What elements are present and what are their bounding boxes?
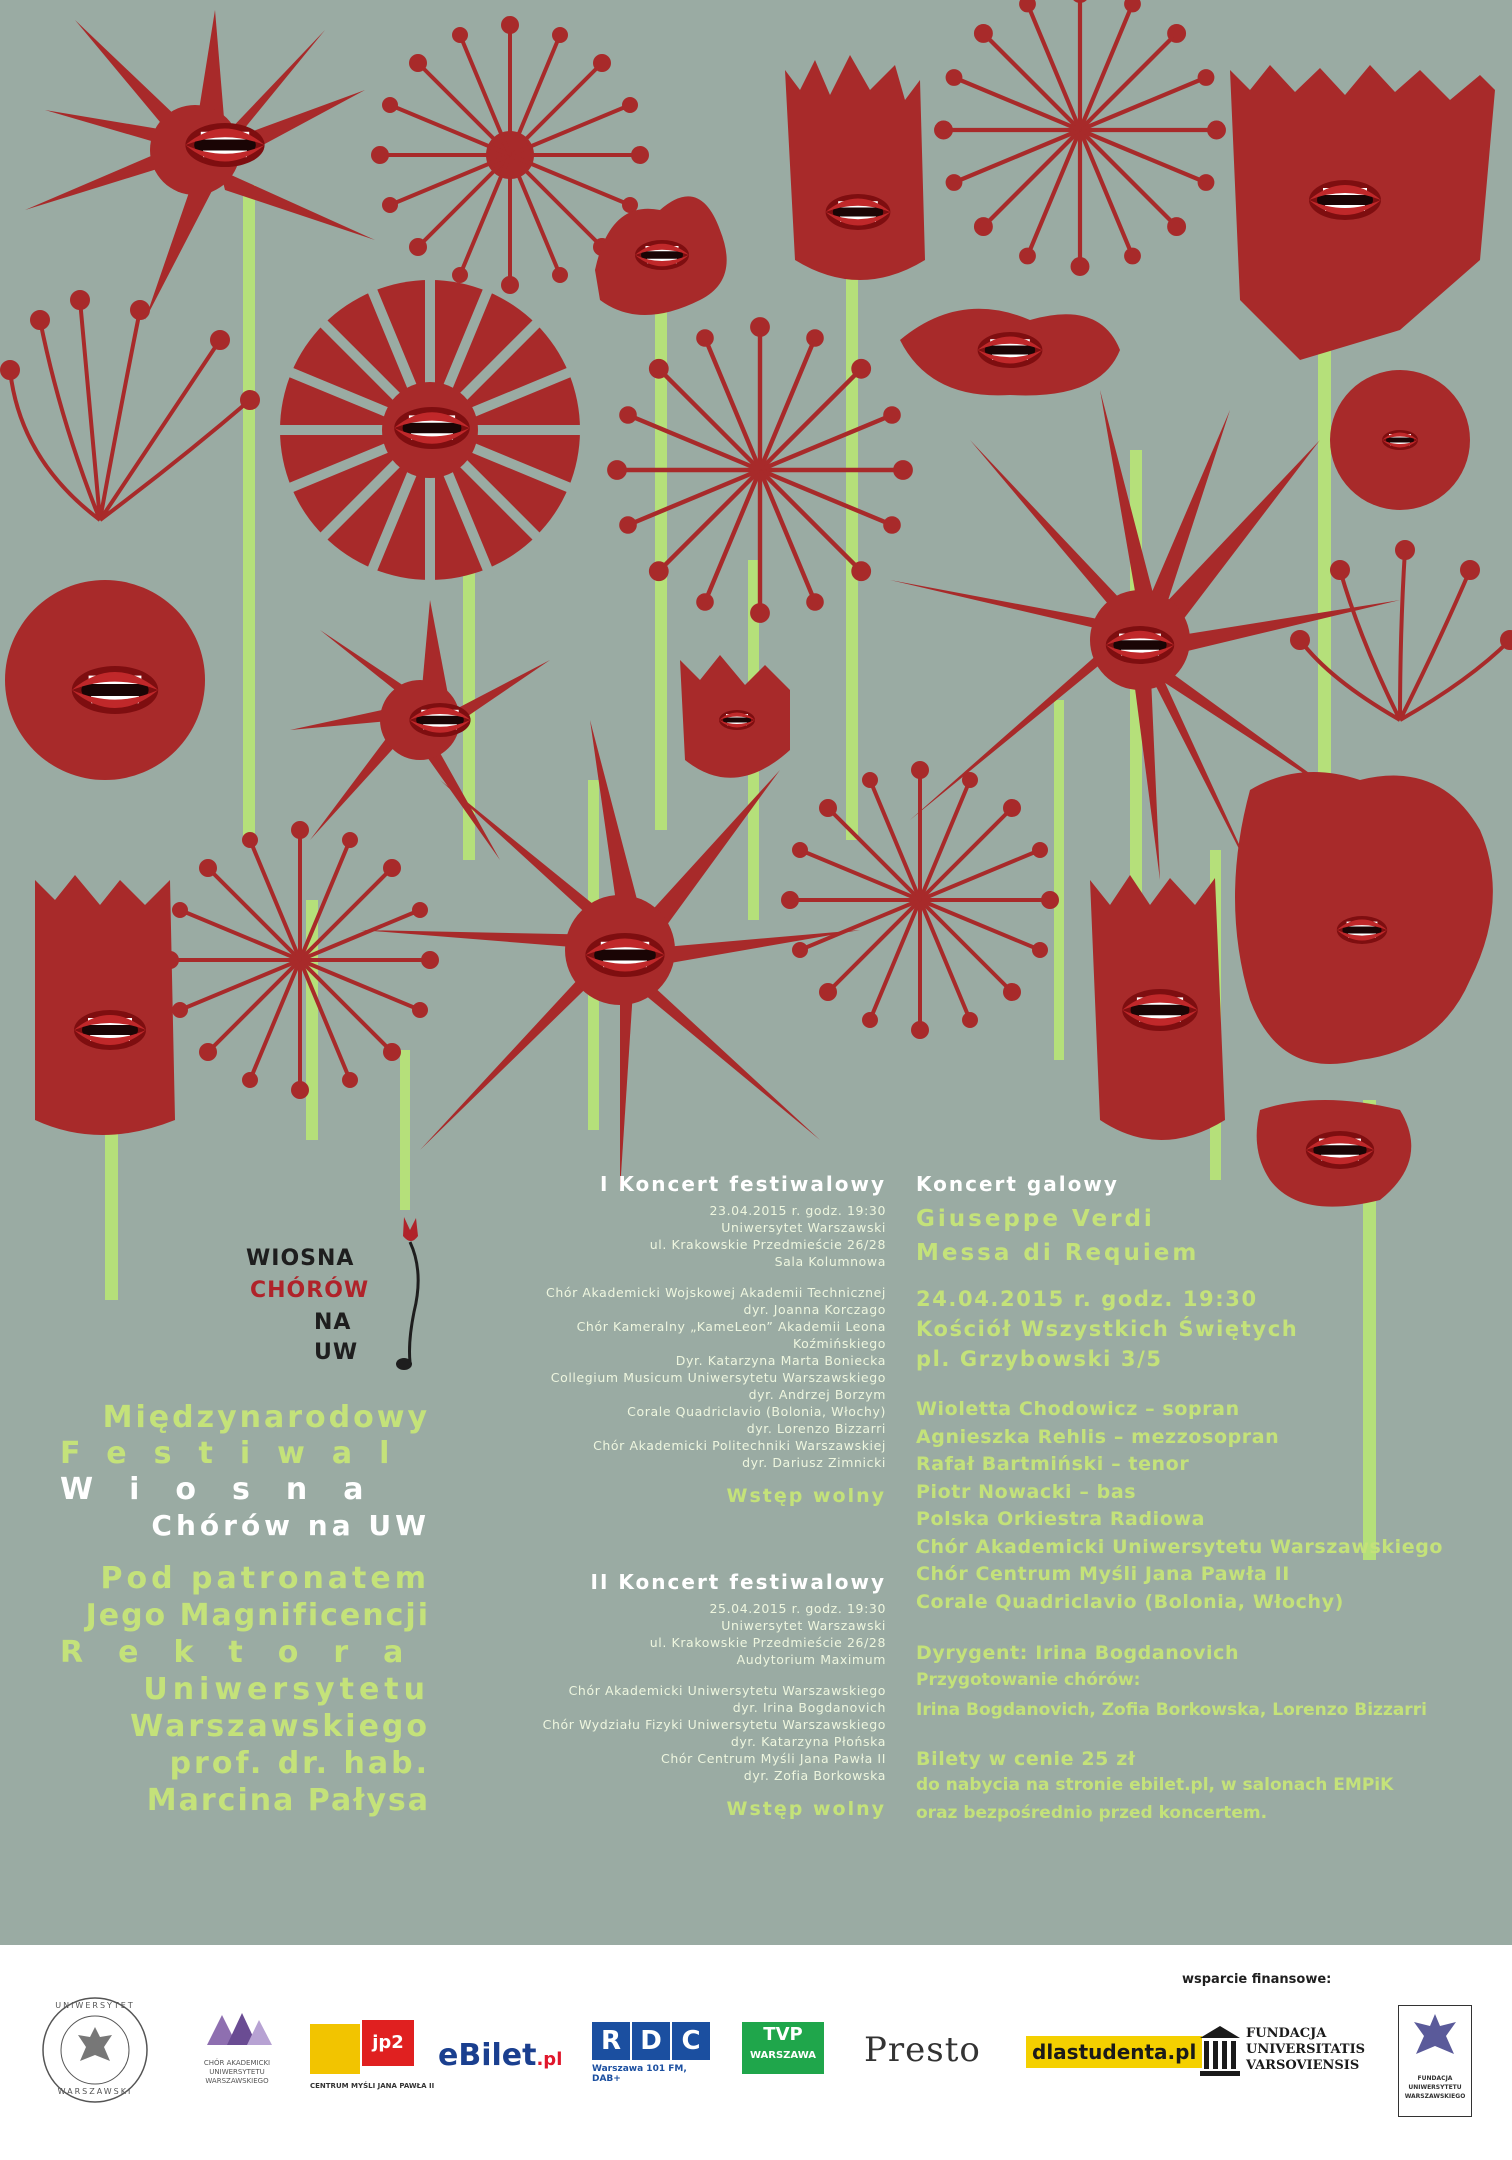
concert-2 (480, 1570, 886, 1820)
festival-title (60, 1400, 430, 1544)
concert-2-venue-1: Uniwersytet Warszawski (721, 1618, 886, 1633)
uw-seal-logo (40, 1995, 150, 2105)
presto-logo: Presto (864, 2030, 981, 2070)
tvp-logo (742, 2022, 824, 2074)
concert-1-venue-3: Sala Kolumnowa (774, 1254, 886, 1269)
crest-eagle-icon (1400, 2006, 1470, 2070)
gala-performer: Chór Akademicki Uniwersytetu Warszawskiego (916, 1535, 1444, 1558)
rdc-letter: C (672, 2022, 710, 2060)
fundacja-uv-line: UNIVERSITATIS (1246, 2042, 1366, 2057)
gala-performer: Rafał Bartmiński – tenor (916, 1453, 1190, 1475)
fundacja-uw-line: UNIWERSYTETU (1408, 2084, 1462, 2091)
festival-logo (236, 1212, 436, 1372)
concert-1-performer: dyr. Dariusz Zimnicki (742, 1455, 886, 1470)
fundacja-uv-line: VARSOVIENSIS (1246, 2058, 1360, 2073)
fundacja-uw-line: FUNDACJA (1417, 2075, 1453, 2082)
gala-church: Kościół Wszystkich Świętych (916, 1317, 1299, 1341)
gala-composer: Giuseppe Verdi (916, 1206, 1155, 1232)
tvp-bottom: WARSZAWA (749, 2050, 817, 2061)
jp2-logo (310, 2020, 435, 2100)
gala-performer: Piotr Nowacki – bas (916, 1480, 1137, 1503)
uw-seal-top: UNIWERSYTET (55, 2001, 135, 2010)
concert-2-performer: Chór Centrum Myśli Jana Pawła II (661, 1751, 886, 1766)
concert-2-performer: Chór Wydziału Fizyki Uniwersytetu Warszawskiego (542, 1717, 886, 1732)
concert-2-performer: dyr. Zofia Borkowska (743, 1768, 886, 1783)
gala-performer: Polska Orkiestra Radiowa (916, 1508, 1206, 1530)
gala-conductor: Dyrygent: Irina Bogdanovich (916, 1642, 1240, 1664)
patronage-line-1: Pod patronatem (100, 1561, 430, 1596)
concert-2-performer: dyr. Katarzyna Płońska (730, 1734, 886, 1749)
concert-2-performer: dyr. Irina Bogdanovich (732, 1700, 886, 1715)
fundacja-uv-line: FUNDACJA (1246, 2026, 1327, 2041)
concert-1-date: 23.04.2015 r. godz. 19:30 (709, 1203, 886, 1218)
gala-tickets: Bilety w cenie 25 zł (916, 1747, 1136, 1770)
gala-performer: Agnieszka Rehlis – mezzosopran (916, 1425, 1280, 1448)
gala-performer: Wioletta Chodowicz – sopran (916, 1398, 1240, 1420)
choir-logo-line-2: UNIWERSYTETU (209, 2068, 265, 2076)
concert-2-date: 25.04.2015 r. godz. 19:30 (709, 1601, 886, 1616)
gala-tickets-info-2: oraz bezpośrednio przed koncertem. (916, 1803, 1268, 1823)
patronage-line-4: Uniwersytetu (143, 1672, 430, 1707)
gala-performer: Corale Quadriclavio (Bolonia, Włochy) (916, 1590, 1344, 1613)
choir-emblem-icon (197, 2005, 277, 2055)
concert-1-entry: Wstęp wolny (726, 1485, 886, 1507)
concert-1-performer: dyr. Joanna Korczago (743, 1302, 886, 1317)
rdc-caption: Warszawa 101 FM, DAB+ (592, 2064, 687, 2084)
concert-1 (480, 1172, 886, 1507)
jp2-badge: jp2 (362, 2020, 414, 2066)
fundacja-uw-line: WARSZAWSKIEGO (1404, 2093, 1466, 2100)
title-line-1: Międzynarodowy (102, 1400, 430, 1435)
rdc-logo (592, 2022, 714, 2102)
gala-address: pl. Grzybowski 3/5 (916, 1347, 1163, 1371)
patronage-line-5: Warszawskiego (130, 1709, 430, 1744)
patronage-line-7: Marcina Pałysa (146, 1783, 430, 1818)
ebilet-text: eBilet (438, 2038, 537, 2073)
concert-1-heading: I Koncert festiwalowy (599, 1172, 886, 1196)
concert-1-venue-2: ul. Krakowskie Przedmieście 26/28 (649, 1237, 886, 1252)
logo-line-3: NA (314, 1310, 352, 1335)
fundacja-uw-logo (1398, 2005, 1472, 2117)
gala-concert (916, 1172, 1476, 1825)
logo-line-4: UW (314, 1340, 359, 1365)
ebilet-logo (438, 2038, 562, 2073)
rdc-letter: D (632, 2022, 670, 2060)
title-line-4: Chórów na UW (151, 1509, 430, 1542)
logo-line-1: WIOSNA (246, 1246, 355, 1271)
uw-seal-bottom: WARSZAWSKI (57, 2087, 133, 2096)
rdc-letters (592, 2022, 714, 2060)
patronage-line-3: Rektora (60, 1635, 439, 1670)
concert-1-performer: Collegium Musicum Uniwersytetu Warszawskiego (550, 1370, 886, 1385)
fundacja-uv-logo (1198, 2020, 1368, 2090)
tulip-note-icon (384, 1212, 434, 1377)
columns-icon (1198, 2024, 1242, 2080)
concert-1-performer: Chór Akademicki Wojskowej Akademii Technicznej (546, 1285, 886, 1300)
concert-2-venue-2: ul. Krakowskie Przedmieście 26/28 (649, 1635, 886, 1650)
patronage-line-6: prof. dr. hab. (169, 1746, 430, 1781)
dlastudenta-logo: dlastudenta.pl (1026, 2036, 1202, 2068)
tvp-top: TVP (763, 2024, 803, 2045)
patronage-line-2: Jego Magnificencji (85, 1598, 430, 1633)
title-line-3-text: Wiosna (60, 1472, 400, 1507)
concert-1-performer: dyr. Lorenzo Bizzarri (746, 1421, 886, 1436)
gala-heading: Koncert galowy (916, 1172, 1119, 1196)
choir-logo-line-3: WARSZAWSKIEGO (205, 2077, 269, 2085)
concert-1-performer: dyr. Andrzej Borzym (748, 1387, 886, 1402)
choir-logo (182, 2005, 292, 2100)
gala-work: Messa di Requiem (916, 1240, 1200, 1266)
patronage (60, 1560, 439, 1819)
gala-prep-names: Irina Bogdanovich, Zofia Borkowska, Lorenzo Bizzarri (916, 1699, 1427, 1720)
gala-tickets-info-1: do nabycia na stronie ebilet.pl, w salonach EMPiK (916, 1775, 1394, 1795)
gala-performer: Chór Centrum Myśli Jana Pawła II (916, 1563, 1290, 1585)
concert-2-heading: II Koncert festiwalowy (590, 1570, 886, 1594)
logo-line-2: CHÓRÓW (250, 1278, 370, 1303)
ebilet-suffix: .pl (536, 2049, 563, 2070)
rdc-letter: R (592, 2022, 630, 2060)
choir-logo-line-1: CHÓR AKADEMICKI (203, 2059, 271, 2067)
title-line-3 (60, 1472, 430, 1508)
concert-2-performer: Chór Akademicki Uniwersytetu Warszawskiego (568, 1683, 886, 1698)
jp2-yellow-block (310, 2024, 360, 2074)
title-line-2-text: Festiwal (60, 1436, 417, 1471)
concert-2-entry: Wstęp wolny (726, 1798, 886, 1820)
jp2-caption: CENTRUM MYŚLI JANA PAWŁA II (310, 2082, 435, 2090)
gala-datetime: 24.04.2015 r. godz. 19:30 (916, 1287, 1258, 1311)
concert-2-venue-3: Audytorium Maximum (736, 1652, 886, 1667)
concert-1-performer: Chór Akademicki Politechniki Warszawskiej (593, 1438, 886, 1453)
fundacja-uv-text (1246, 2026, 1365, 2074)
concert-1-performer: Corale Quadriclavio (Bolonia, Włochy) (627, 1404, 886, 1419)
concert-1-performer: Chór Kameralny „KameLeon” Akademii Leona Koźmińskiego (576, 1319, 886, 1351)
concert-1-performer: Dyr. Katarzyna Marta Boniecka (675, 1353, 886, 1368)
concert-1-venue-1: Uniwersytet Warszawski (721, 1220, 886, 1235)
gala-prep-label: Przygotowanie chórów: (916, 1669, 1141, 1690)
sponsor-label: wsparcie finansowe: (1182, 1972, 1332, 1987)
title-line-2 (60, 1436, 430, 1472)
